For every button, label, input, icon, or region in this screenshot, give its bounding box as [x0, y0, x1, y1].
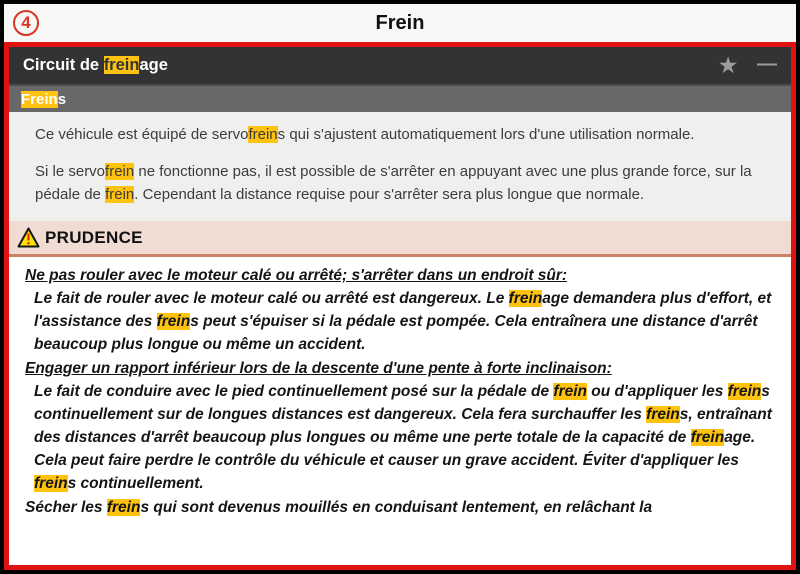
section-title: Freins [21, 90, 67, 108]
caution-label: PRUDENCE [45, 227, 143, 247]
warning-item [25, 357, 777, 495]
warning-heading: Engager un rapport inférieur lors de la descente d'une pente à forte inclinaison: [25, 360, 612, 377]
warning-body: Le fait de rouler avec le moteur calé ou arrêté est dangereux. Le freinage demandera plus d'effort, et l'assistance des freins peut s'épuiser si la pédale est pompée. Cela entraînera une distance d'arrêt beaucoup plus longue ou même un accident. [34, 290, 772, 353]
content-panel [4, 42, 796, 570]
minimize-icon[interactable]: — [757, 52, 777, 75]
step-badge [13, 10, 39, 36]
warning-body: Le fait de conduire avec le pied continuellement posé sur la pédale de frein ou d'appliquer les freins continuellement sur de longues distances est dangereux. Cela fera surchauffer les freins, entraînant des distances d'arrêt beaucoup plus longues ou même une perte totale de la capacité de freinage. Cela peut faire perdre le contrôle du véhicule et causer un grave accident. Éviter d'appliquer les freins continuellement. [34, 383, 772, 492]
window-controls [719, 52, 777, 77]
warning-heading: Sécher les freins qui sont devenus mouillés en conduisant lentement, en relâchant la [25, 499, 653, 516]
step-badge-number: 4 [21, 13, 31, 32]
warning-heading: Ne pas rouler avec le moteur calé ou arrêté; s'arrêter dans un endroit sûr: [25, 267, 568, 284]
intro-paragraph-2: Si le servofrein ne fonctionne pas, il est possible de s'arrêter en appuyant avec une plus grande force, sur la pédale de frein. Cependant la distance requise pour s'arrêter sera plus longue que normale. [35, 163, 752, 203]
titlebar [4, 4, 796, 42]
intro-paragraph-1: Ce véhicule est équipé de servofreins qui s'ajustent automatiquement lors d'une utilisation normale. [35, 126, 695, 143]
panel-header [9, 47, 791, 84]
favorite-star-icon[interactable]: ★ [719, 54, 737, 77]
intro-section [9, 112, 791, 221]
section-header [9, 84, 791, 112]
warning-item [25, 496, 777, 519]
warning-triangle-icon [17, 227, 40, 248]
page-title: Frein [375, 11, 425, 34]
warnings-section [9, 257, 791, 565]
panel-header-title: Circuit de freinage [23, 56, 168, 74]
caution-bar [9, 221, 791, 257]
warning-item [25, 264, 777, 356]
